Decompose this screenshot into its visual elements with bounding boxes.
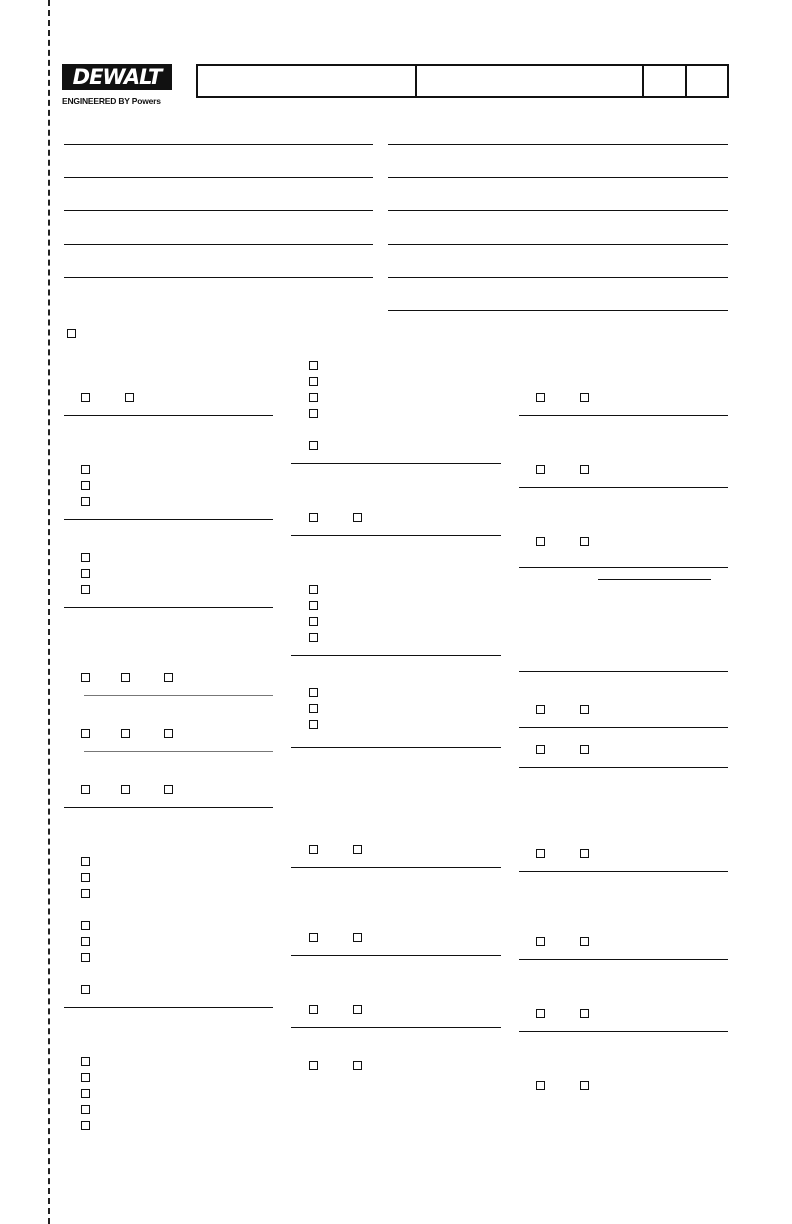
checkbox[interactable]: [81, 729, 90, 738]
checkbox[interactable]: [125, 393, 134, 402]
checkbox[interactable]: [309, 441, 318, 450]
checkbox[interactable]: [309, 409, 318, 418]
info-line[interactable]: [64, 244, 373, 245]
section-divider: [291, 955, 501, 956]
info-line[interactable]: [388, 244, 728, 245]
checkbox[interactable]: [164, 785, 173, 794]
checkbox[interactable]: [81, 553, 90, 562]
info-line[interactable]: [388, 210, 728, 211]
checkbox[interactable]: [309, 688, 318, 697]
checkbox[interactable]: [580, 937, 589, 946]
checkbox[interactable]: [580, 1081, 589, 1090]
checkbox[interactable]: [309, 361, 318, 370]
section-divider: [519, 671, 728, 672]
checkbox[interactable]: [536, 537, 545, 546]
checkbox[interactable]: [353, 845, 362, 854]
checkbox[interactable]: [580, 705, 589, 714]
section-divider: [519, 1031, 728, 1032]
sub-divider: [84, 751, 273, 752]
section-divider: [519, 871, 728, 872]
info-line[interactable]: [388, 177, 728, 178]
section-divider: [519, 415, 728, 416]
checkbox[interactable]: [309, 845, 318, 854]
info-line[interactable]: [388, 310, 728, 311]
checkbox[interactable]: [81, 953, 90, 962]
info-line[interactable]: [388, 144, 728, 145]
section-divider: [64, 1007, 273, 1008]
checkbox[interactable]: [580, 465, 589, 474]
checkbox[interactable]: [81, 921, 90, 930]
section-divider: [291, 747, 501, 748]
logo-wordmark: DEWALT: [62, 64, 172, 90]
checkbox[interactable]: [81, 873, 90, 882]
info-line[interactable]: [64, 144, 373, 145]
checkbox[interactable]: [121, 729, 130, 738]
checkbox[interactable]: [580, 849, 589, 858]
checkbox[interactable]: [309, 601, 318, 610]
checkbox[interactable]: [353, 1005, 362, 1014]
checkbox[interactable]: [580, 745, 589, 754]
checkbox[interactable]: [309, 513, 318, 522]
checkbox[interactable]: [67, 329, 76, 338]
checkbox[interactable]: [309, 933, 318, 942]
section-divider: [64, 607, 273, 608]
section-divider: [291, 463, 501, 464]
fill-in-line[interactable]: [598, 579, 711, 580]
checkbox[interactable]: [536, 937, 545, 946]
section-divider: [291, 867, 501, 868]
cut-line: [48, 0, 50, 1224]
checkbox[interactable]: [81, 585, 90, 594]
checkbox[interactable]: [81, 393, 90, 402]
section-divider: [291, 655, 501, 656]
section-divider: [291, 1027, 501, 1028]
checkbox[interactable]: [353, 1061, 362, 1070]
logo-tagline: ENGINEERED BY Powers: [62, 96, 161, 106]
section-divider: [519, 487, 728, 488]
section-divider: [519, 727, 728, 728]
info-line[interactable]: [64, 277, 373, 278]
checkbox[interactable]: [81, 985, 90, 994]
section-divider: [519, 767, 728, 768]
header-fields: [196, 64, 729, 98]
checkbox[interactable]: [309, 1005, 318, 1014]
section-divider: [64, 807, 273, 808]
checkbox[interactable]: [536, 745, 545, 754]
checkbox[interactable]: [81, 569, 90, 578]
checkbox[interactable]: [536, 1081, 545, 1090]
header-field-2[interactable]: [417, 66, 644, 96]
checkbox[interactable]: [536, 705, 545, 714]
checkbox[interactable]: [536, 393, 545, 402]
checkbox[interactable]: [353, 513, 362, 522]
dewalt-logo: [62, 64, 174, 110]
checkbox[interactable]: [81, 673, 90, 682]
info-line[interactable]: [388, 277, 728, 278]
info-line[interactable]: [64, 177, 373, 178]
checkbox[interactable]: [309, 720, 318, 729]
checkbox[interactable]: [309, 585, 318, 594]
header-field-1[interactable]: [198, 66, 417, 96]
checkbox[interactable]: [580, 393, 589, 402]
checkbox[interactable]: [164, 673, 173, 682]
checkbox[interactable]: [580, 537, 589, 546]
section-divider: [291, 535, 501, 536]
checkbox[interactable]: [580, 1009, 589, 1018]
checkbox[interactable]: [309, 617, 318, 626]
checkbox[interactable]: [353, 933, 362, 942]
checkbox[interactable]: [309, 704, 318, 713]
section-divider: [519, 567, 728, 568]
header-field-3[interactable]: [644, 66, 687, 96]
sub-divider: [84, 695, 273, 696]
checkbox[interactable]: [81, 857, 90, 866]
checkbox[interactable]: [309, 1061, 318, 1070]
checkbox[interactable]: [81, 1089, 90, 1098]
checkbox[interactable]: [309, 633, 318, 642]
section-divider: [64, 519, 273, 520]
section-divider: [519, 959, 728, 960]
checkbox[interactable]: [309, 377, 318, 386]
checkbox[interactable]: [81, 1105, 90, 1114]
checkbox[interactable]: [121, 785, 130, 794]
checkbox[interactable]: [536, 1009, 545, 1018]
info-line[interactable]: [64, 210, 373, 211]
section-divider: [64, 415, 273, 416]
checkbox[interactable]: [81, 889, 90, 898]
checkbox[interactable]: [536, 849, 545, 858]
checkbox[interactable]: [81, 937, 90, 946]
checkbox[interactable]: [309, 393, 318, 402]
header-field-4[interactable]: [687, 66, 727, 96]
checkbox[interactable]: [121, 673, 130, 682]
checkbox[interactable]: [536, 465, 545, 474]
checkbox[interactable]: [81, 1057, 90, 1066]
checkbox[interactable]: [81, 497, 90, 506]
checkbox[interactable]: [81, 481, 90, 490]
checkbox[interactable]: [81, 785, 90, 794]
checkbox[interactable]: [81, 1073, 90, 1082]
checkbox[interactable]: [81, 1121, 90, 1130]
checkbox[interactable]: [81, 465, 90, 474]
checkbox[interactable]: [164, 729, 173, 738]
